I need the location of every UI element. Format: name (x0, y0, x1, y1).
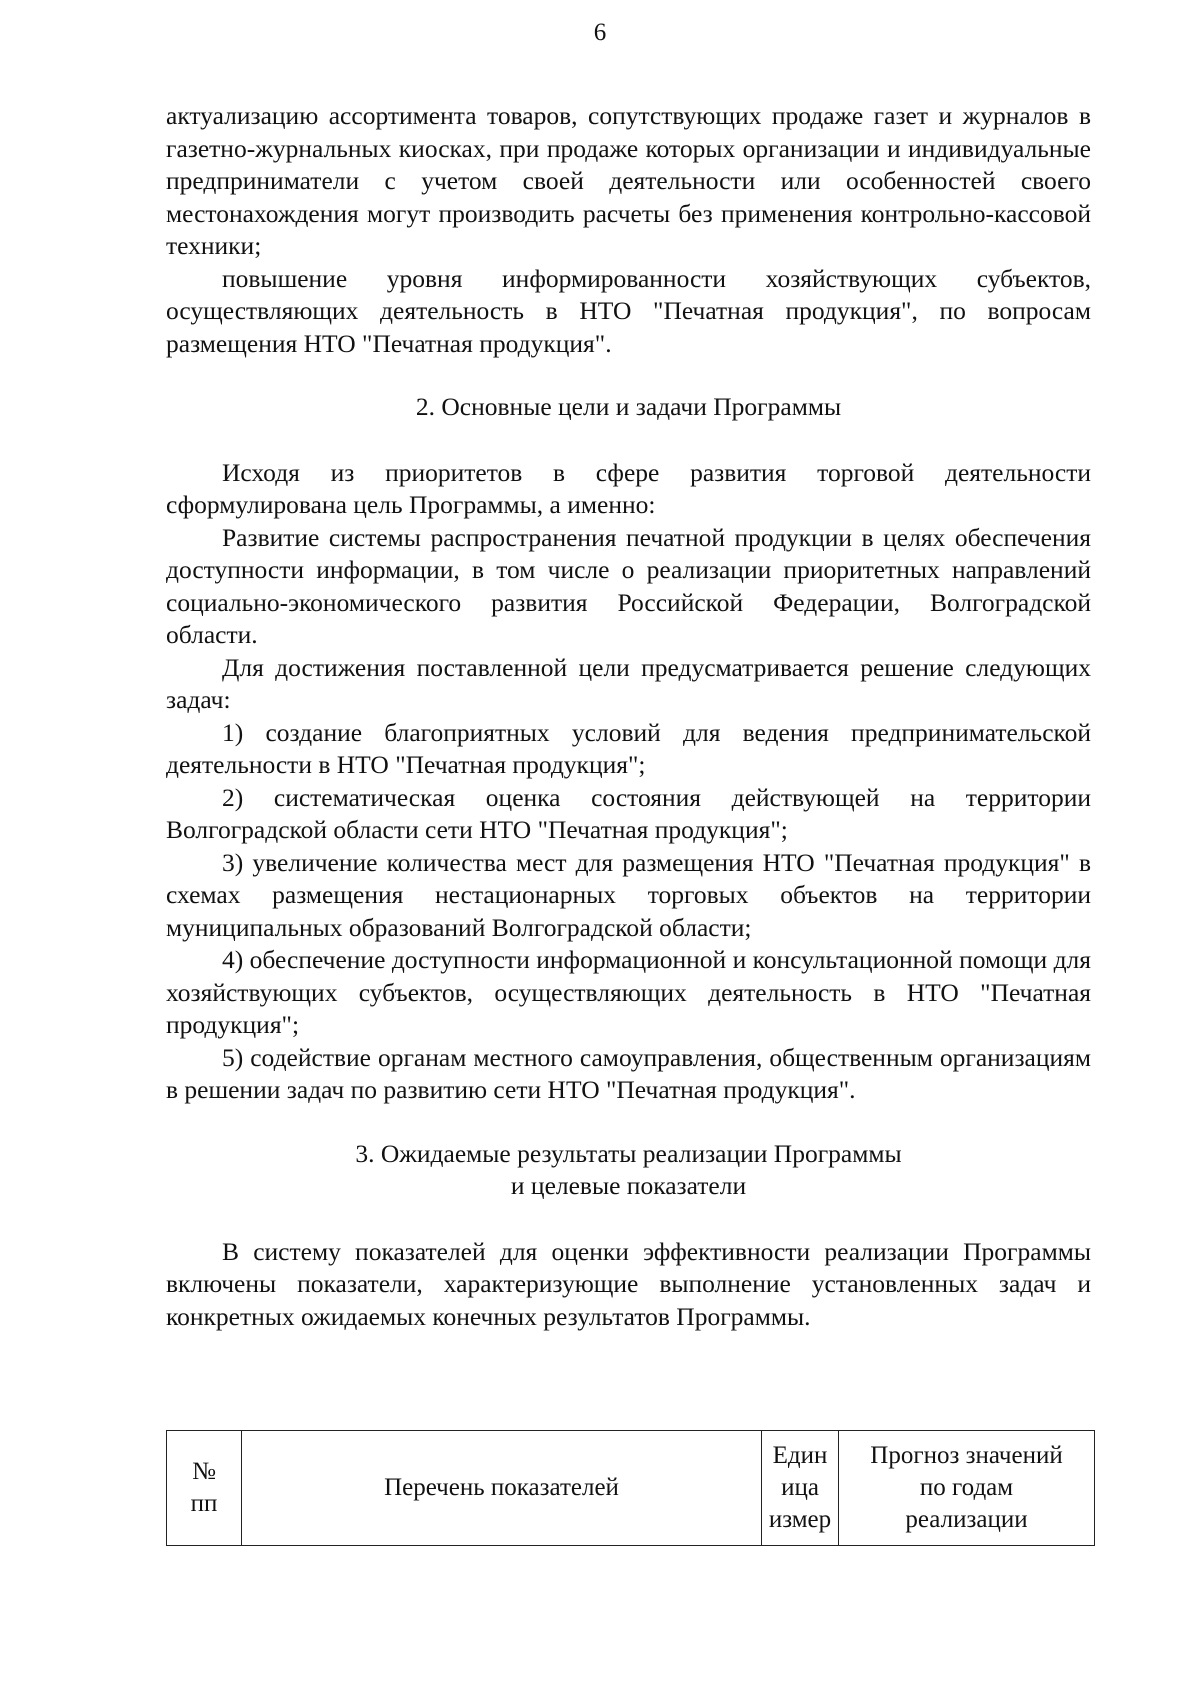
header-cell-forecast: Прогноз значений по годам реализации (839, 1431, 1095, 1546)
table-header-row (167, 1431, 1095, 1546)
paragraph-indicators: В систему показателей для оценки эффективности реализации Программы включены показатели, характеризующие выполнение установленных задач и конкретных ожидаемых конечных результатов Программы. (166, 1236, 1091, 1331)
paragraph-goal-intro: Исходя из приоритетов в сфере развития торговой деятельности сформулирована цель Программы, а именно: (166, 457, 1091, 519)
indicators-table (166, 1430, 1095, 1546)
header-cell-indicator-list: Перечень показателей (242, 1431, 762, 1546)
header-cell-unit: Един ица измер (762, 1431, 839, 1546)
document-body (166, 100, 1091, 1333)
section-3-heading-line-2: и целевые показатели (510, 1171, 747, 1200)
paragraph-tasks-intro: Для достижения поставленной цели предусматривается решение следующих задач: (166, 652, 1091, 714)
task-item-2: 2) систематическая оценка состояния действующей на территории Волгоградской области сети НТО "Печатная продукция"; (166, 782, 1091, 844)
indicators-table-wrapper (166, 1430, 1095, 1546)
section-2-heading: 2. Основные цели и задачи Программы (415, 392, 842, 421)
section-3-heading-line-1: 3. Ожидаемые результаты реализации Программы (355, 1138, 902, 1168)
paragraph-awareness: повышение уровня информированности хозяйствующих субъектов, осуществляющих деятельность в НТО "Печатная продукция", по вопросам размещения НТО "Печатная продукция". (166, 263, 1091, 358)
section-3-heading (166, 1138, 1091, 1203)
header-cell-number: № пп (167, 1431, 242, 1546)
paragraph-goal: Развитие системы распространения печатной продукции в целях обеспечения доступности информации, в том числе о реализации приоритетных направлений социально-экономического развития Российской Федерации, Волгоградской области. (166, 522, 1091, 649)
page-number: 6 (593, 19, 607, 46)
task-item-3: 3) увеличение количества мест для размещения НТО "Печатная продукция" в схемах размещения нестационарных торговых объектов на территории муниципальных образований Волгоградской области; (166, 847, 1091, 942)
task-item-5: 5) содействие органам местного самоуправления, общественным организациям в решении задач по развитию сети НТО "Печатная продукция". (166, 1042, 1091, 1104)
task-item-1: 1) создание благоприятных условий для ведения предпринимательской деятельности в НТО "Печатная продукция"; (166, 717, 1091, 779)
task-item-4: 4) обеспечение доступности информационной и консультационной помощи для хозяйствующих субъектов, осуществляющих деятельность в НТО "Печатная продукция"; (166, 945, 1091, 1039)
paragraph-assortment: актуализацию ассортимента товаров, сопутствующих продаже газет и журналов в газетно-журнальных киосках, при продаже которых организации и индивидуальные предприниматели с учетом своей деятельности или особенностей своего местонахождения могут производить расчеты без применения контрольно-кассовой техники; (166, 101, 1091, 260)
